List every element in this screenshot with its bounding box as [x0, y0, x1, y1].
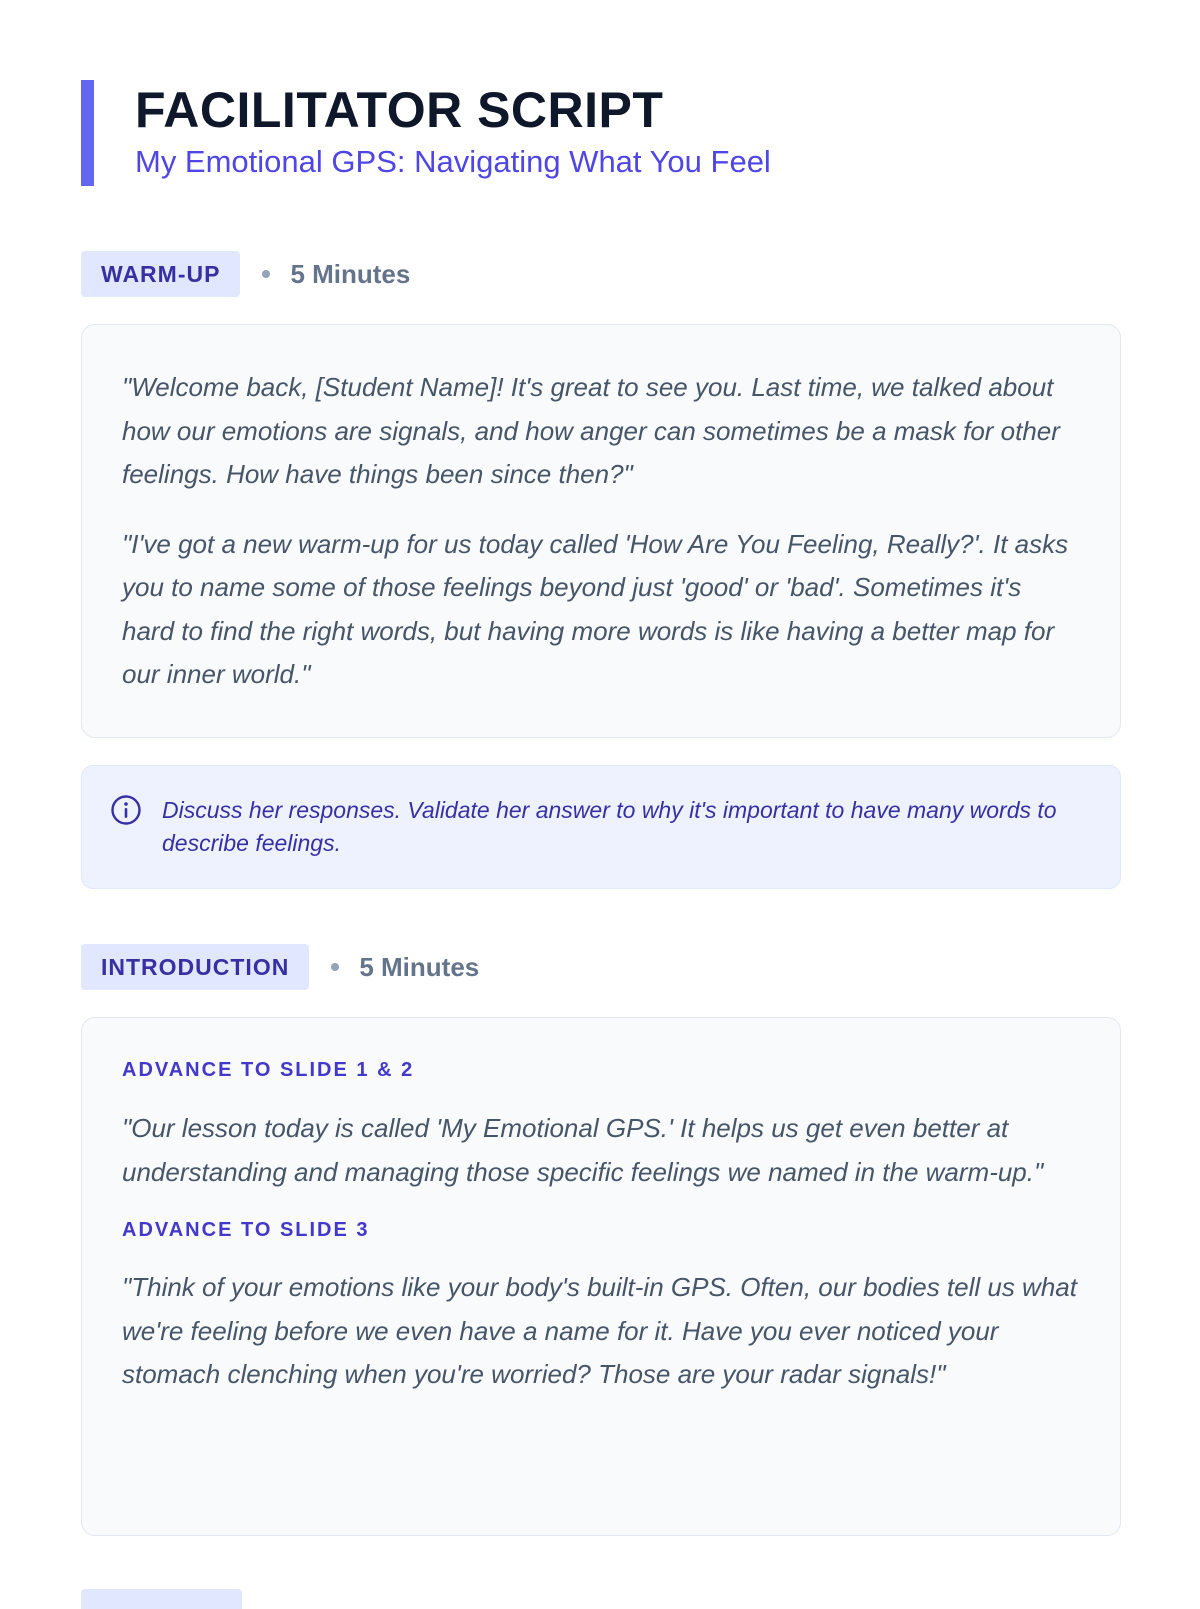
section-tag-introduction: INTRODUCTION — [81, 944, 309, 990]
section-tag-warm-up: WARM-UP — [81, 251, 240, 297]
section-header-warm-up — [81, 251, 1121, 297]
separator-dot — [331, 963, 339, 971]
info-icon — [110, 794, 142, 826]
page-header — [81, 80, 1121, 188]
facilitator-script-page — [81, 80, 1121, 1609]
script-card-warm-up — [81, 324, 1121, 738]
facilitator-note-text: Discuss her responses. Validate her answer to why it's important to have many words to describe feelings. — [162, 797, 1057, 856]
slide-cue-label: ADVANCE TO SLIDE 3 — [122, 1219, 370, 1241]
page-title: FACILITATOR SCRIPT — [135, 82, 664, 138]
script-paragraph: "Welcome back, [Student Name]! It's great to see you. Last time, we talked about how our emotions are signals, and how anger can sometimes be a mask for other feelings. How have things been since then?" — [122, 372, 1060, 489]
script-paragraph: "Think of your emotions like your body's built-in GPS. Often, our bodies tell us what we're feeling before we even have a name for it. Have you ever noticed your stomach clenching when you're worried? Those are your radar signals!" — [122, 1272, 1077, 1389]
page-subtitle: My Emotional GPS: Navigating What You Feel — [135, 144, 771, 179]
script-paragraph: "Our lesson today is called 'My Emotional GPS.' It helps us get even better at understanding and managing those specific feelings we named in the warm-up." — [122, 1113, 1044, 1187]
section-header-introduction — [81, 944, 1121, 990]
separator-dot — [262, 270, 270, 278]
section-tag-next — [81, 1589, 242, 1609]
script-card-introduction — [81, 1017, 1121, 1536]
section-duration-introduction: 5 Minutes — [359, 951, 480, 982]
script-paragraph: "I've got a new warm-up for us today called 'How Are You Feeling, Really?'. It asks you to name some of those feelings beyond just 'good' or 'bad'. Sometimes it's hard to find the right words, but having more words is like having a better map for our inner world." — [122, 528, 1069, 689]
section-duration-warm-up: 5 Minutes — [290, 258, 411, 289]
slide-cue-label: ADVANCE TO SLIDE 1 & 2 — [122, 1059, 415, 1081]
facilitator-note — [81, 765, 1121, 889]
header-accent-bar — [81, 80, 94, 186]
